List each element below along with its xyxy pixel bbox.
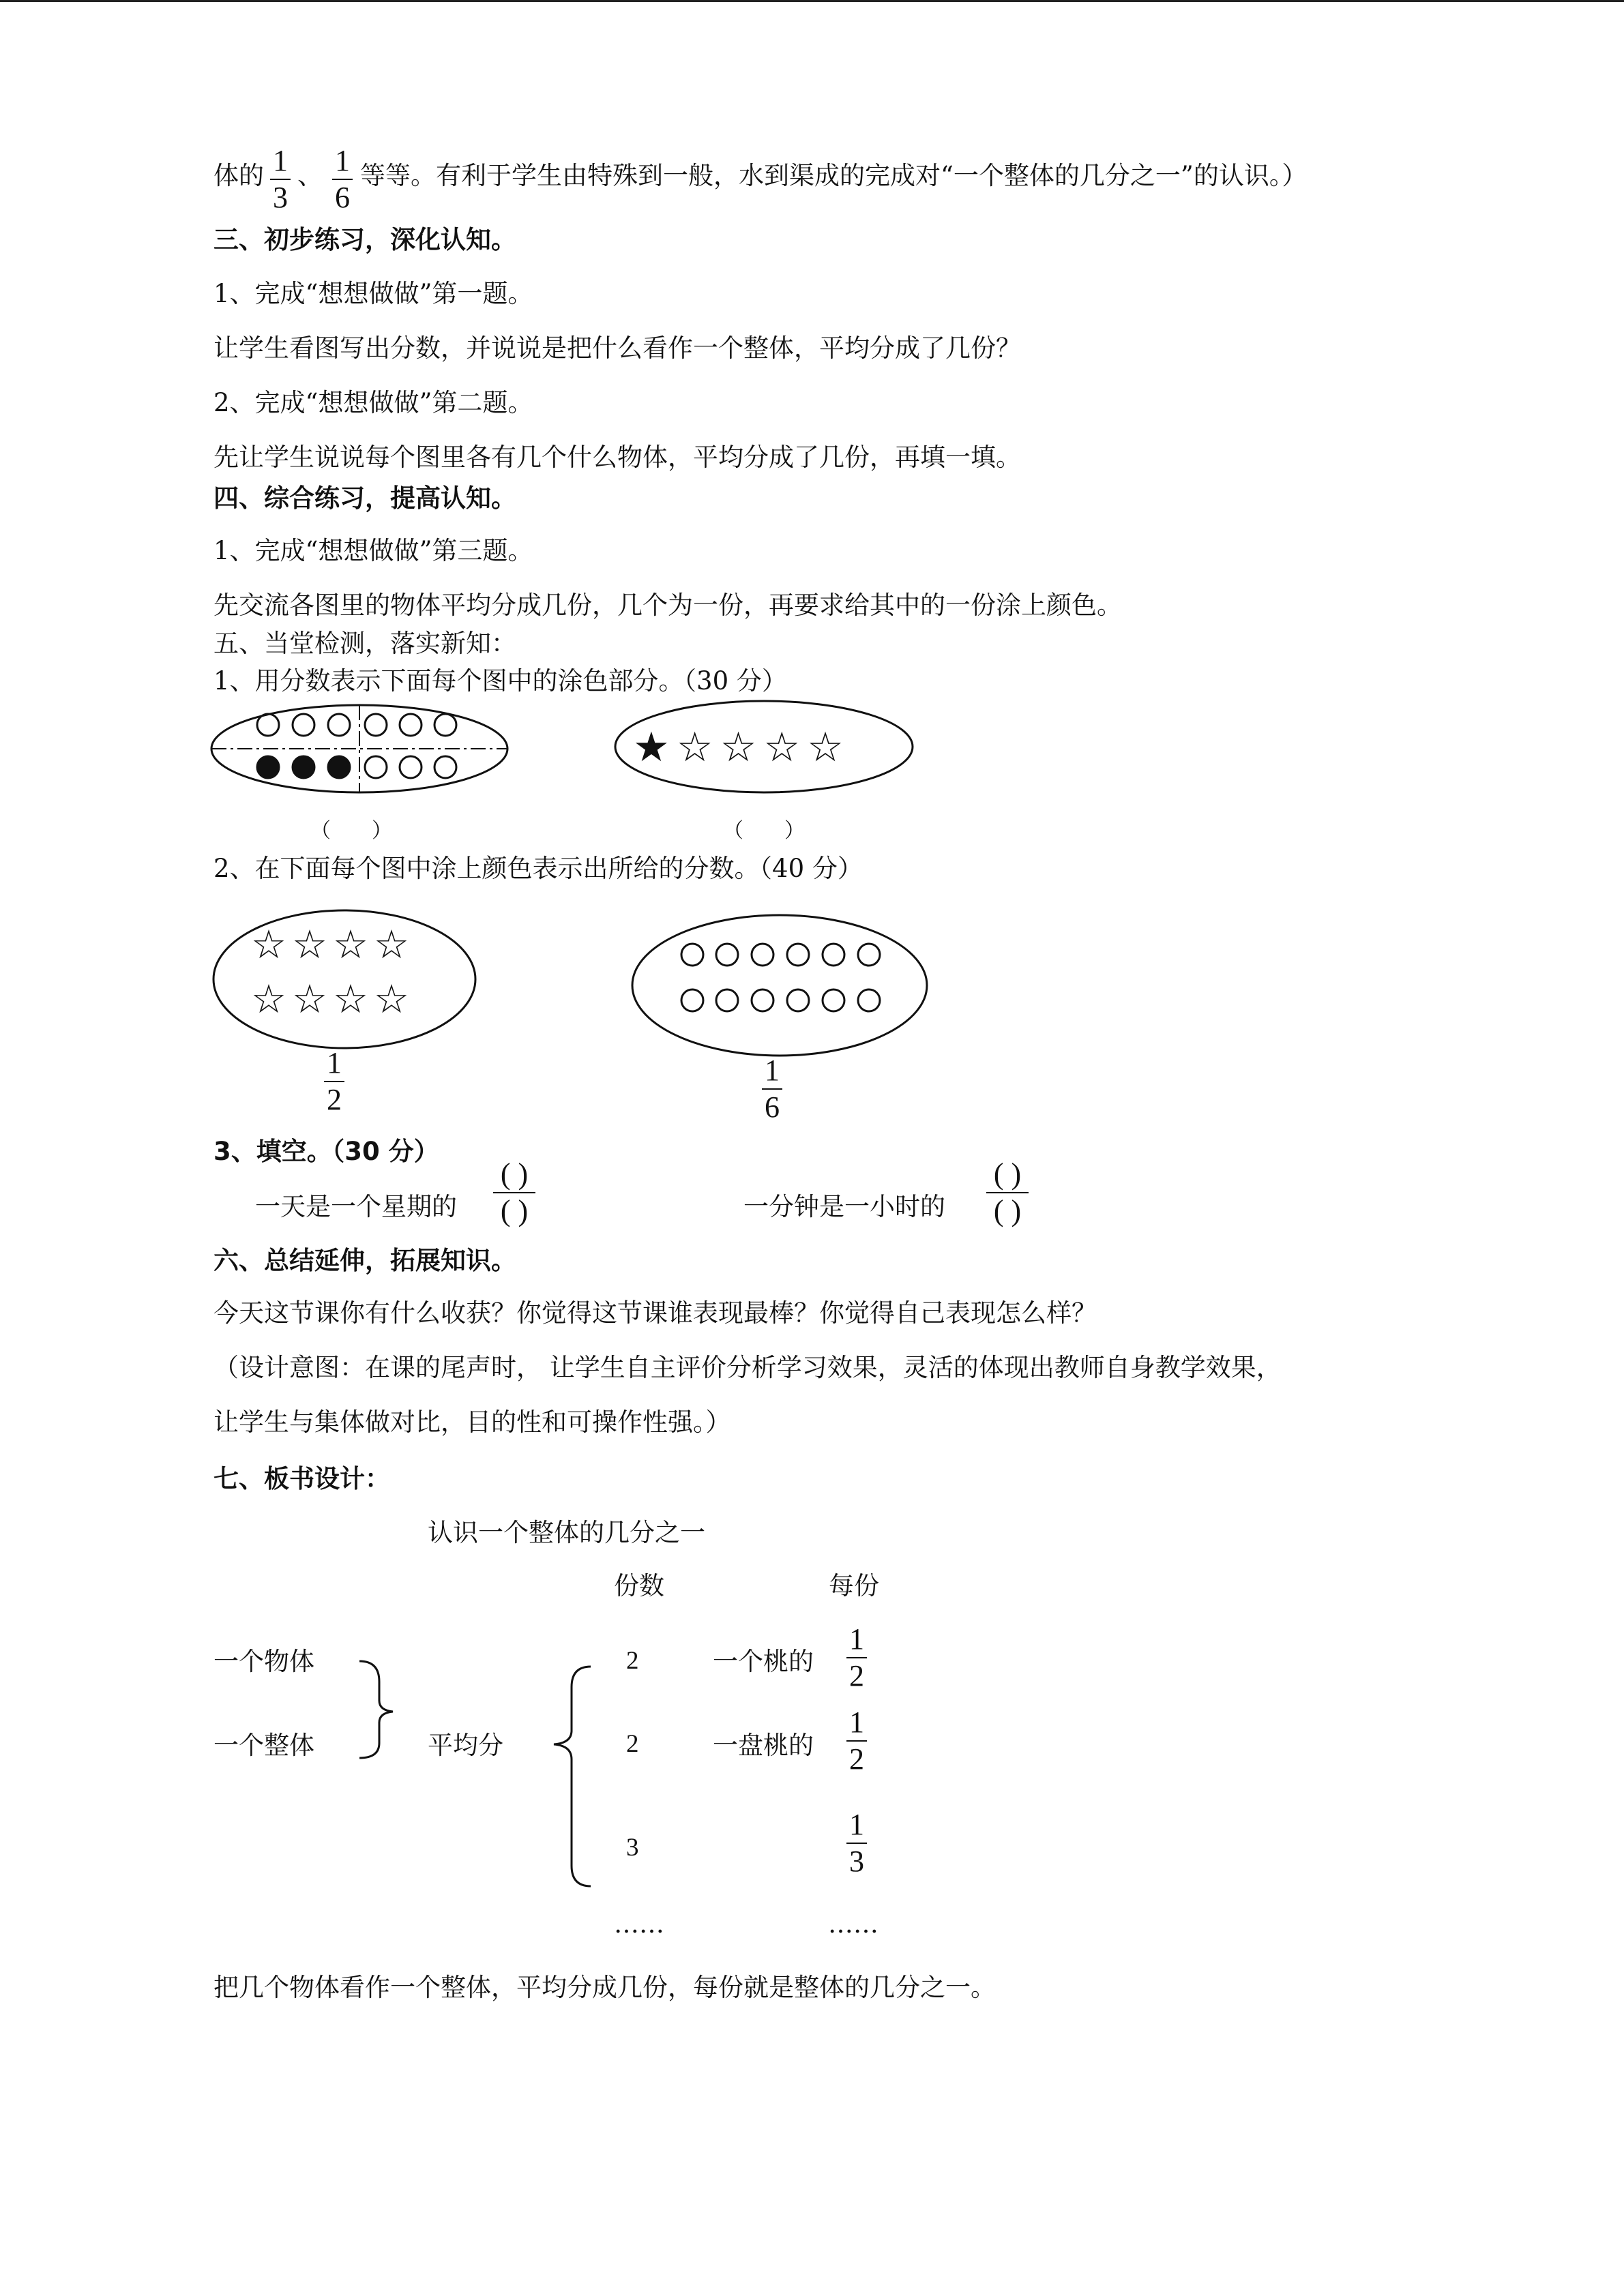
board-left-2: 一个整体 bbox=[213, 1731, 314, 1760]
board-row3-fraction: 1 3 bbox=[846, 1807, 867, 1879]
left-brace bbox=[554, 1667, 591, 1886]
board-col-parts: 份数 bbox=[614, 1571, 664, 1600]
intro-rest: 等等。有利于学生由特殊到一般，水到渠成的完成对“一个整体的几分之一”的认识。） bbox=[360, 161, 1308, 190]
board-row2-label: 一盘桃的 bbox=[713, 1731, 814, 1760]
section5-heading: 五、当堂检测，落实新知： bbox=[213, 629, 516, 658]
section4-heading: 四、综合练习，提高认知。 bbox=[213, 483, 516, 513]
section5-question2: 2、在下面每个图中涂上颜色表示出所给的分数。（40 分） bbox=[213, 854, 863, 883]
board-middle: 平均分 bbox=[428, 1731, 503, 1760]
q2-star-row-top: ☆☆☆☆ bbox=[251, 921, 415, 968]
board-row1-label: 一个桃的 bbox=[713, 1647, 814, 1676]
section3-heading: 三、初步练习，深化认知。 bbox=[213, 225, 516, 254]
intro-separator: 、 bbox=[297, 161, 323, 190]
section6-line2: （设计意图：在课的尾声时， 让学生自主评价分析学习效果，灵活的体现出教师自身教学效果， bbox=[213, 1353, 1282, 1382]
board-left-1: 一个物体 bbox=[213, 1647, 314, 1676]
q2-fraction-one-sixth: 1 6 bbox=[762, 1053, 782, 1125]
q1-figure-circles bbox=[211, 705, 507, 792]
q3-prompt-b: 一分钟是一小时的 bbox=[743, 1192, 945, 1221]
right-brace bbox=[359, 1661, 393, 1758]
section3-item2-desc: 先让学生说说每个图里各有几个什么物体，平均分成了几份，再填一填。 bbox=[213, 443, 1021, 472]
section5-question3: 3、填空。（30 分） bbox=[213, 1137, 439, 1166]
section3-item1: 1、完成“想想做做”第一题。 bbox=[213, 279, 533, 308]
q2-star-row-bottom: ☆☆☆☆ bbox=[251, 976, 415, 1022]
section5-question1: 1、用分数表示下面每个图中的涂色部分。（30 分） bbox=[213, 666, 787, 696]
section4-item1: 1、完成“想想做做”第三题。 bbox=[213, 536, 533, 565]
section3-item1-desc: 让学生看图写出分数，并说说是把什么看作一个整体，平均分成了几份？ bbox=[213, 333, 1021, 363]
q2-figure-circles bbox=[632, 915, 927, 1056]
board-row2-fraction: 1 2 bbox=[846, 1705, 867, 1777]
section4-item1-desc: 先交流各图里的物体平均分成几份，几个为一份，再要求给其中的一份涂上颜色。 bbox=[213, 591, 1122, 620]
board-row2-parts: 2 bbox=[626, 1730, 639, 1758]
board-ellipsis-each: …… bbox=[828, 1909, 879, 1939]
filled-star-icon: ★ bbox=[633, 724, 677, 771]
q3-answer-fraction-a[interactable]: ( ) ( ) bbox=[493, 1157, 535, 1229]
board-conclusion: 把几个物体看作一个整体，平均分成几份，每份就是整体的几分之一。 bbox=[213, 1973, 996, 2002]
q2-fraction-one-half: 1 2 bbox=[324, 1045, 344, 1118]
intro-fraction-one-sixth: 1 6 bbox=[332, 143, 353, 215]
empty-star-icon: ☆☆☆☆ bbox=[676, 724, 851, 771]
intro-lead: 体的 bbox=[213, 161, 264, 190]
section6-line1: 今天这节课你有什么收获？你觉得这节课谁表现最棒？你觉得自己表现怎么样？ bbox=[213, 1298, 1097, 1328]
section6-line3: 让学生与集体做对比，目的性和可操作性强。） bbox=[213, 1407, 731, 1437]
section6-heading: 六、总结延伸，拓展知识。 bbox=[213, 1246, 516, 1275]
q1-answer-blank-1[interactable]: （ ） bbox=[310, 819, 392, 843]
q1-answer-blank-2[interactable]: （ ） bbox=[723, 819, 805, 843]
q3-prompt-a: 一天是一个星期的 bbox=[255, 1192, 457, 1221]
intro-fraction-one-third: 1 3 bbox=[270, 143, 291, 215]
board-row3-parts: 3 bbox=[626, 1834, 639, 1862]
board-row1-fraction: 1 2 bbox=[846, 1622, 867, 1694]
q1-star-row bbox=[633, 724, 851, 771]
section7-heading: 七、板书设计： bbox=[213, 1464, 390, 1493]
board-row1-parts: 2 bbox=[626, 1647, 639, 1675]
board-col-each: 每份 bbox=[829, 1571, 879, 1600]
board-title: 认识一个整体的几分之一 bbox=[428, 1518, 705, 1547]
board-ellipsis-parts: …… bbox=[614, 1909, 664, 1939]
section3-item2: 2、完成“想想做做”第二题。 bbox=[213, 388, 533, 417]
q3-answer-fraction-b[interactable]: ( ) ( ) bbox=[986, 1157, 1029, 1229]
